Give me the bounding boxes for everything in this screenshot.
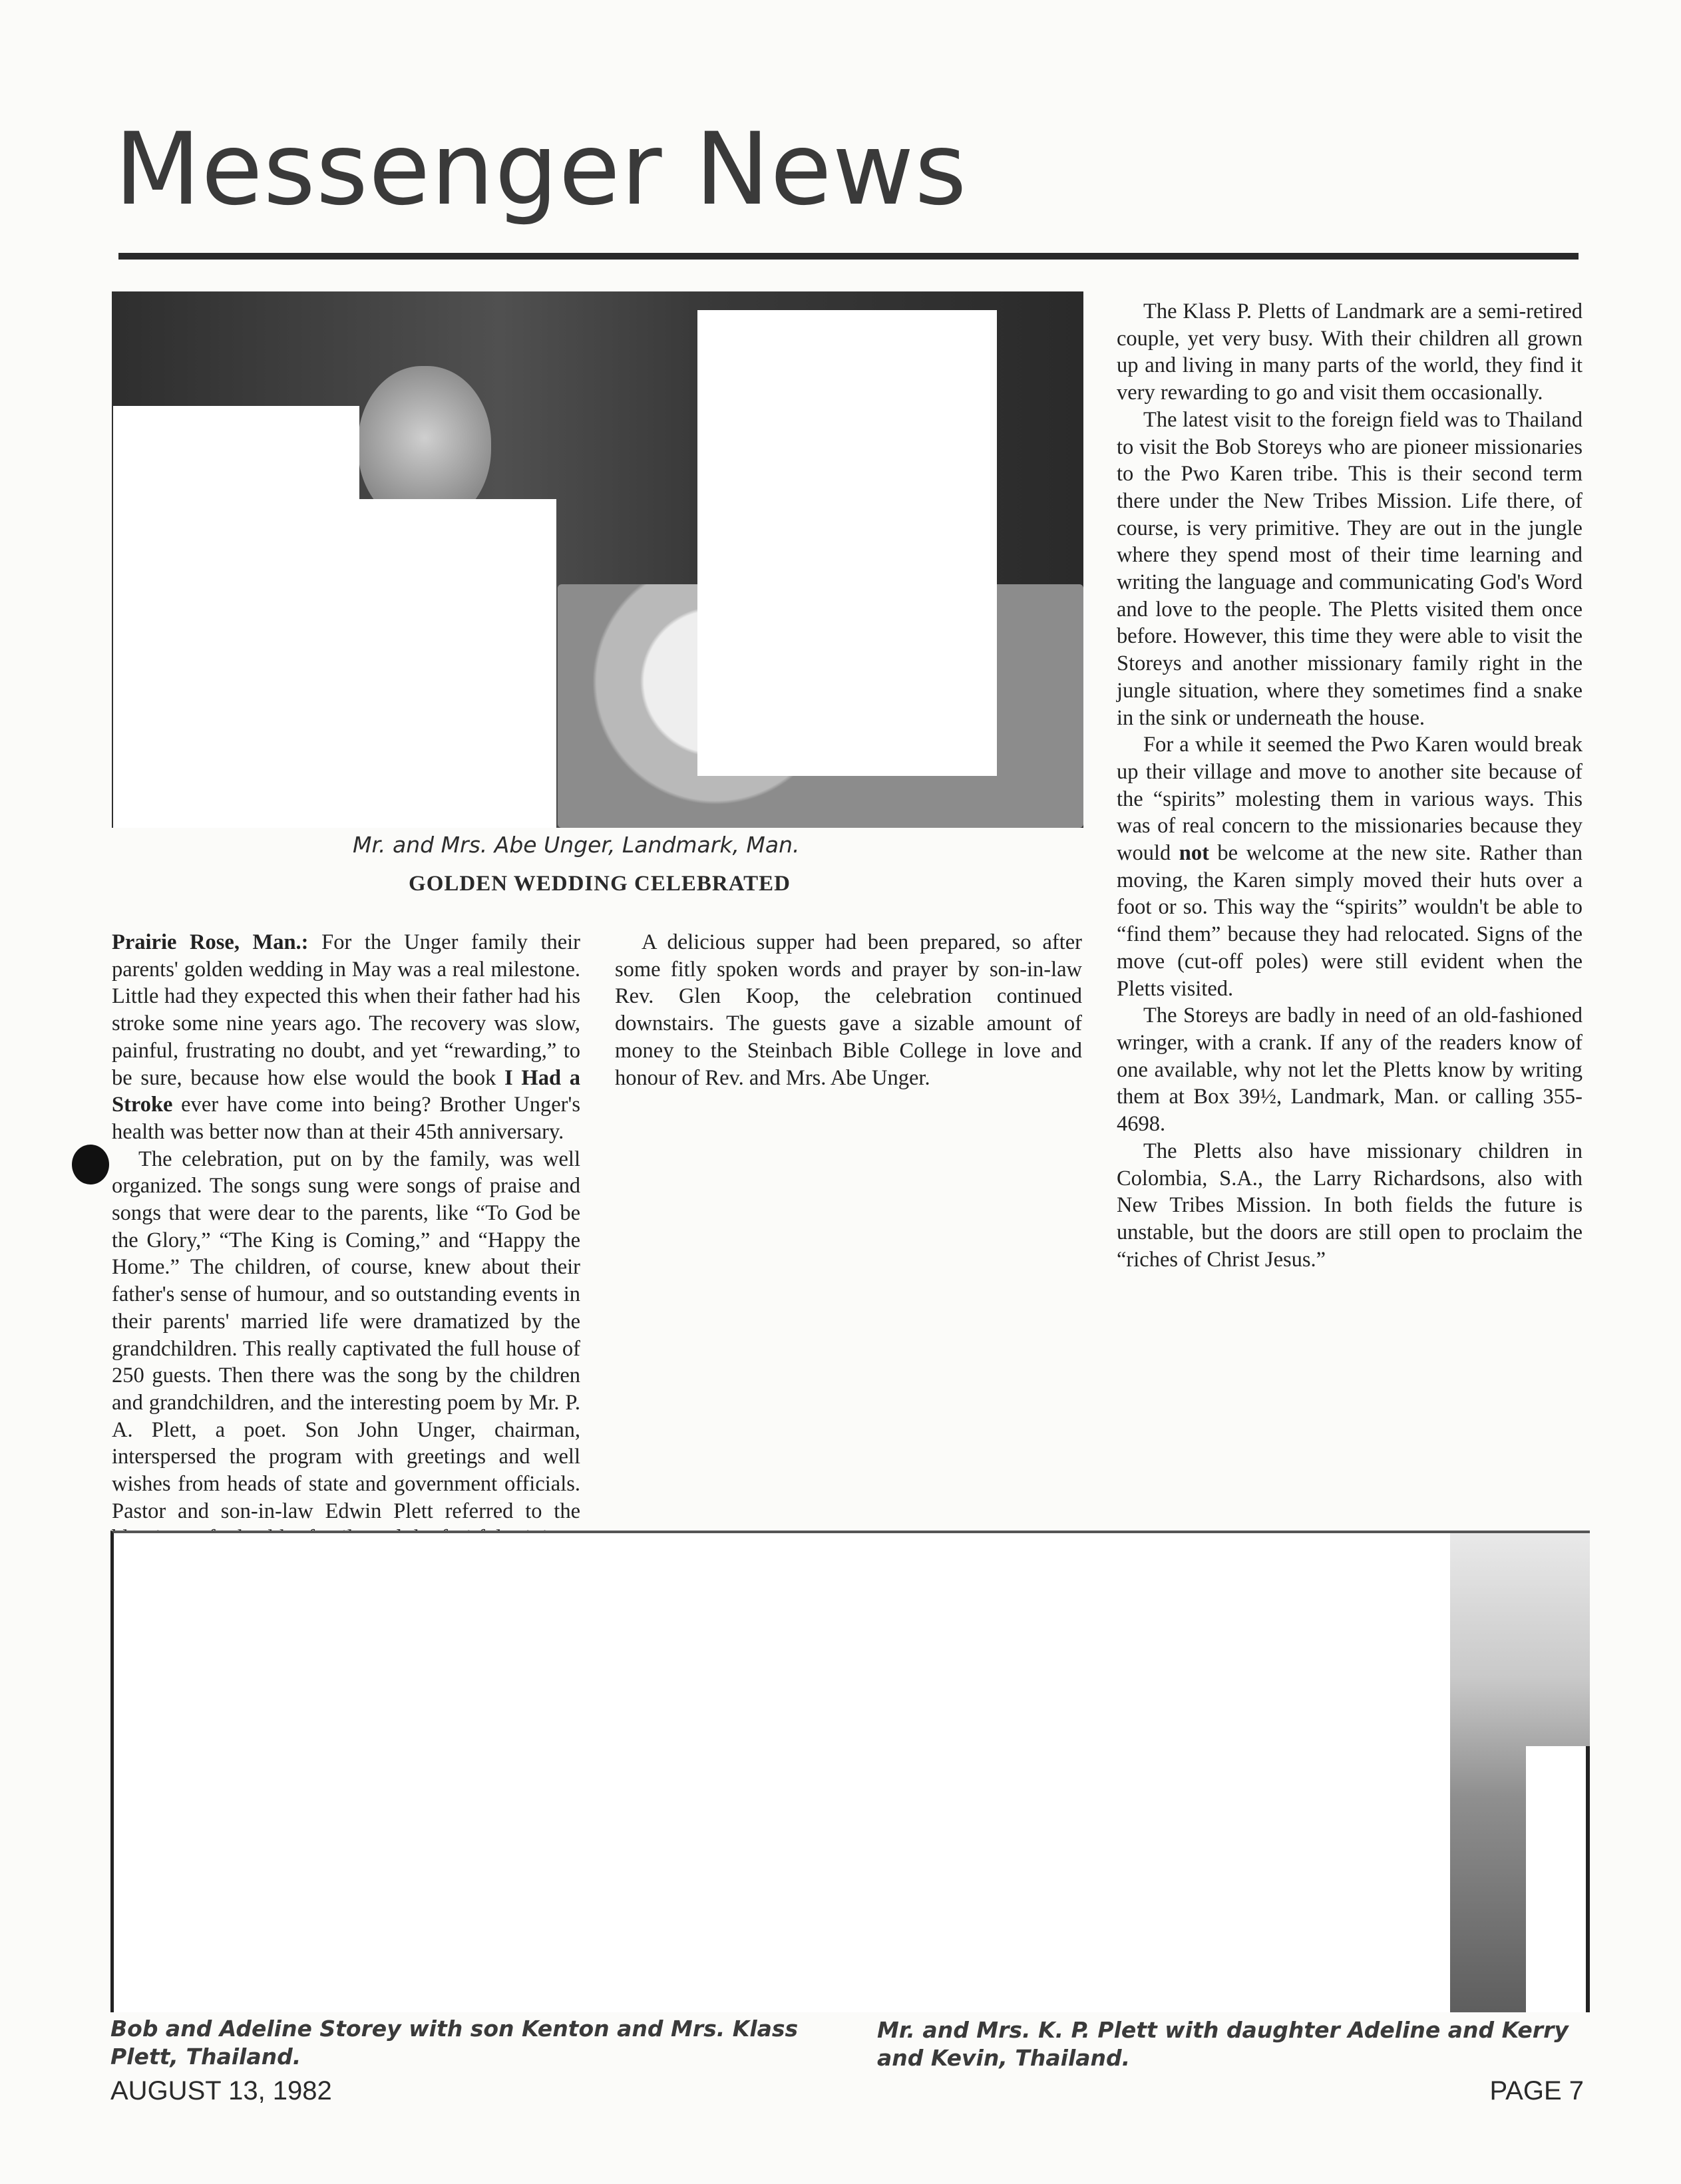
article-paragraph-3: A delicious supper had been prepared, so after some fitly spoken words and prayer by son-in-law Rev. Glen Koop, the celebration continued downstairs. The guests gave a sizable amount of money to the Steinbach Bible College in love and honour of Rev. and Mrs. Abe Unger. (615, 930, 1082, 1090)
article-column-2-text (615, 929, 1082, 1091)
masthead-rule (118, 253, 1579, 260)
issue-date: AUGUST 13, 1982 (110, 2076, 332, 2105)
article-paragraph-7: The Storeys are badly in need of an old-fashioned wringer, with a crank. If any of the readers know of one available, why not let the Pletts know by writing them at Box 39½, Landmark, Man. or calling 355-4698. (1117, 1003, 1583, 1137)
photo-storey-family (110, 1531, 1590, 2012)
article-paragraph-1: Prairie Rose, Man.: For the Unger family their parents' golden wedding in May was a real milestone. Little had they expected this when their father had his stroke some nine years ago. The recovery was slow, painful, frustrating no doubt, and yet “rewarding,” to be sure, because how else would the book I Had a Stroke ever have come into being? Brother Unger's health was better now than at their 45th anniversary. (112, 930, 581, 1144)
caption-left: Bob and Adeline Storey with son Kenton and Mrs. Klass Plett, Thailand. (110, 2016, 799, 2070)
punch-hole (72, 1145, 109, 1184)
emphasis-not: not (1179, 841, 1209, 866)
article-paragraph-2: The celebration, put on by the family, was well organized. The songs sung were songs of praise and songs that were dear to the parents, like “To God be the Glory,” “The King is Coming,” and “Happy the Home.” The children, of course, knew about their father's sense of humour, and so outstanding events in their parents' married life were dramatized by the grandchildren. This really captivated the full house of 250 guests. Then there was the song by the children and grandchildren, and the interesting poem by Mr. P. A. Plett, a poet. Son John Unger, chairman, interspersed the program with greetings and well wishes from heads of state and government officials. Pastor and son-in-law Edwin Plett referred to the (112, 1147, 580, 1523)
article-column-3 (1117, 298, 1583, 1273)
photo1-caption: Mr. and Mrs. Abe Unger, Landmark, Man. (353, 832, 800, 858)
book-title: I Had a Stroke (112, 1065, 580, 1117)
page-number: PAGE 7 (1489, 2076, 1584, 2105)
article-headline: GOLDEN WEDDING CELEBRATED (409, 872, 791, 896)
article-paragraph-5: The latest visit to the foreign field was to Thailand to visit the Bob Storeys who are pioneer missionaries to the Pwo Karen tribe. This is their second term there under the New Tribes Mission. Life there, of course, is very primitive. They are out in the jungle where they spend most of their time learning and writing the language and communicating God's Word and love to the people. The Pletts visited them once before. However, this time they were able to visit the Storeys and another missionary family right in the jungle situation, where they sometimes find a snake in the sink or underneath the house. (1117, 407, 1583, 730)
article-paragraph-4: The Klass P. Pletts of Landmark are a semi-retired couple, yet very busy. With their children all grown up and living in many parts of the world, they find it very rewarding to go and visit them occasionally. (1117, 299, 1583, 405)
redacted-area-left-lower (358, 499, 556, 828)
article-paragraph-8: The Pletts also have missionary children in Colombia, S.A., the Larry Richardsons, also with New Tribes Mission. In both fields the future is unstable, but the doors are still open to proclaim the “riches of Christ Jesus.” (1117, 1139, 1583, 1272)
dateline: Prairie Rose, Man.: (112, 930, 309, 954)
article-paragraph-6: For a while it seemed the Pwo Karen would break up their village and move to another site because of the “spirits” molesting them in various ways. This was of real concern to the missionaries because they would not be welcome at the new site. Rather than moving, the Karen simply moved their huts over a foot or so. This way the “spirits” wouldn't be able to “find them” because they had relocated. Signs of the move (cut-off poles) were still evident when the Pletts visited. (1117, 733, 1583, 1001)
redacted-area-bottom (1526, 1746, 1590, 2012)
masthead-title: Messenger News (114, 112, 968, 228)
redacted-area-left (113, 406, 359, 828)
caption-right: Mr. and Mrs. K. P. Plett with daughter Adeline and Kerry and Kevin, Thailand. (877, 2017, 1569, 2071)
